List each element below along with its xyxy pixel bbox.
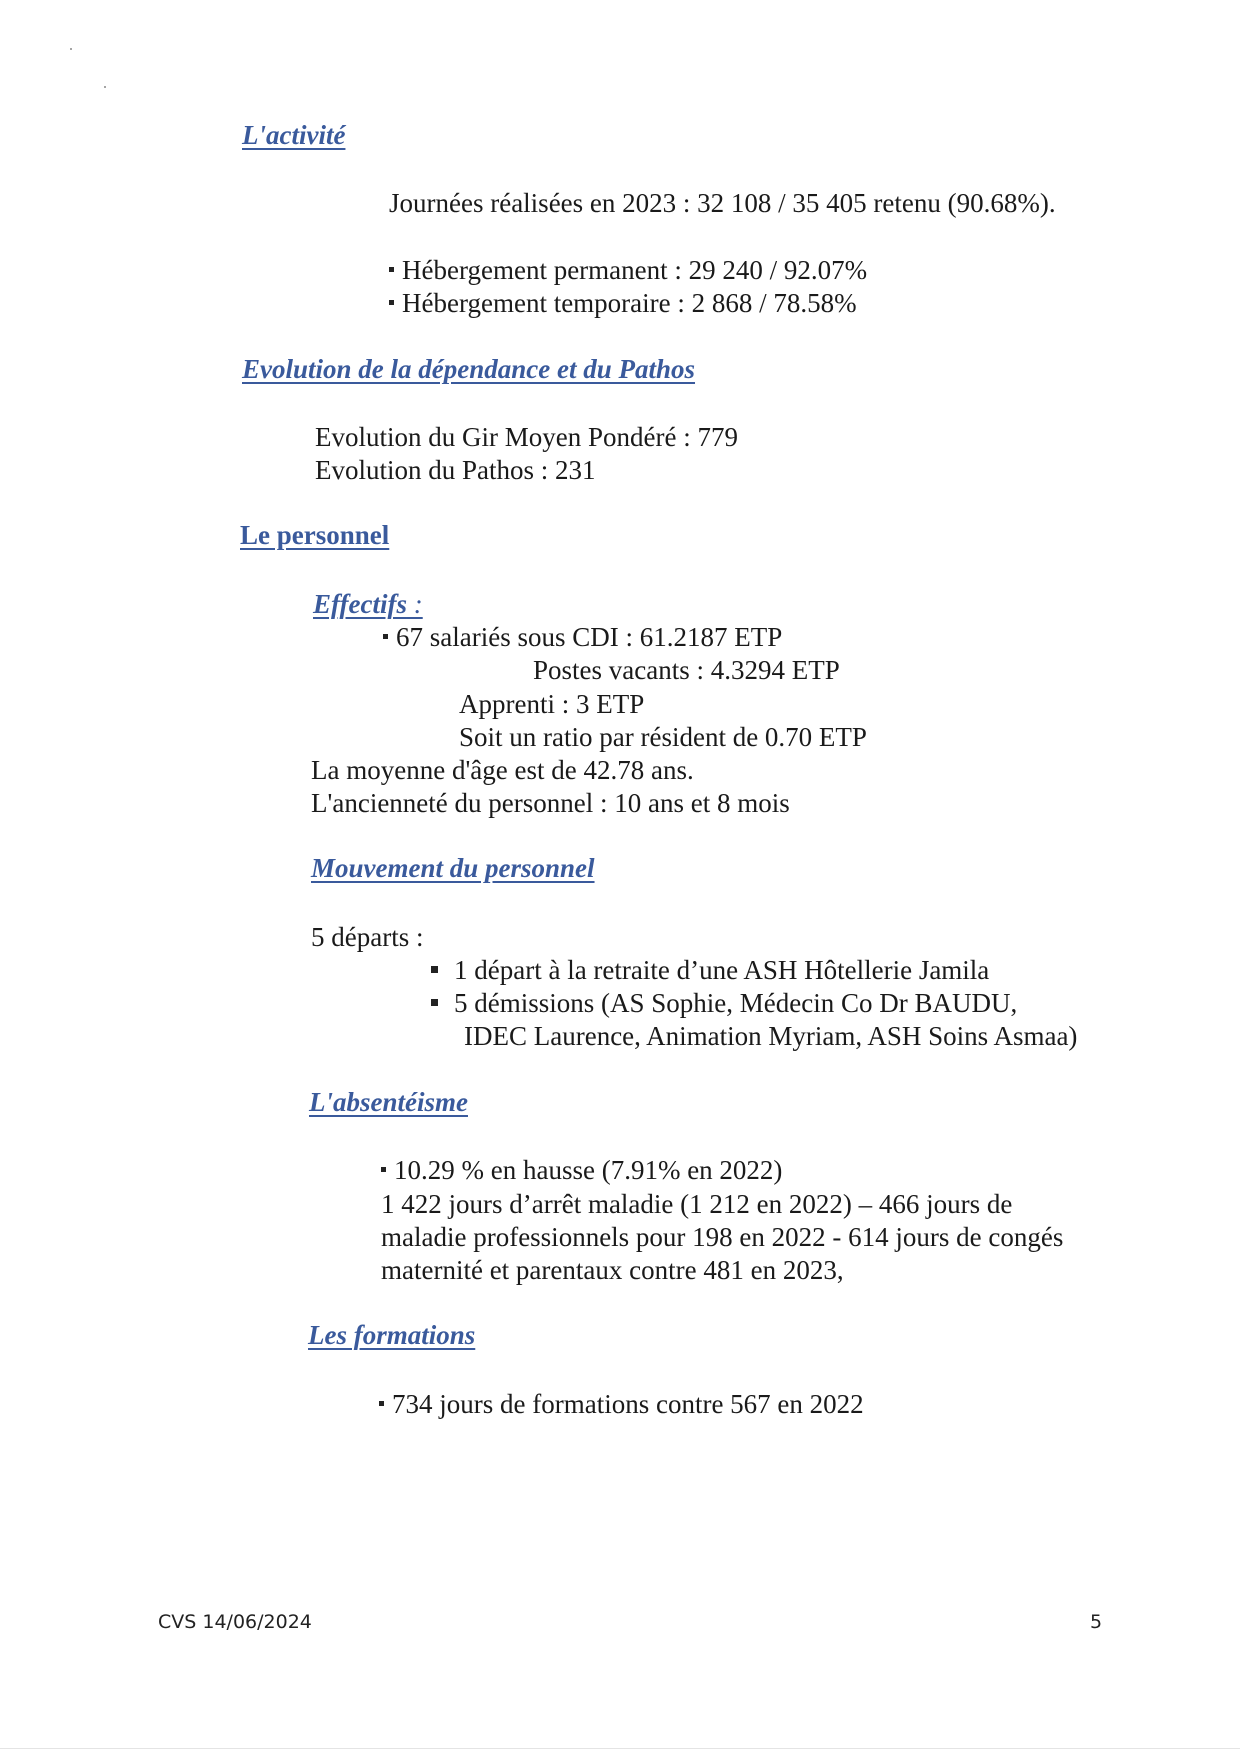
apprenti: Apprenti : 3 ETP [459,689,645,719]
ratio-resident: Soit un ratio par résident de 0.70 ETP [459,722,867,752]
departs-count: 5 départs : [311,922,424,952]
heading-formations: Les formations [308,1320,476,1350]
bullet-icon [431,966,438,973]
heading-dependance: Evolution de la dépendance et du Pathos [242,354,696,384]
bullet-icon [379,1401,384,1406]
moyenne-age: La moyenne d'âge est de 42.78 ans. [311,755,694,785]
page-number: 5 [1090,1611,1103,1633]
journees-realisees: Journées réalisées en 2023 : 32 108 / 35 405 retenu (90.68%). [389,188,1056,218]
gir-moyen-pondere: Evolution du Gir Moyen Pondéré : 779 [315,422,738,452]
postes-vacants: Postes vacants : 4.3294 ETP [533,655,840,685]
effectif-cdi: 67 salariés sous CDI : 61.2187 ETP [383,620,782,654]
bullet-icon [431,999,438,1006]
heading-personnel: Le personnel [240,520,390,550]
heading-mouvement: Mouvement du personnel [311,853,595,883]
list-item-depart-retraite: 1 départ à la retraite d’une ASH Hôtellerie Jamila [431,953,989,987]
formations-jours: 734 jours de formations contre 567 en 2022 [379,1387,864,1421]
list-item-demissions: 5 démissions (AS Sophie, Médecin Co Dr BAUDU, [431,986,1017,1020]
absenteisme-detail-line2: maladie professionnels pour 198 en 2022 - 614 jours de congés [381,1222,1064,1252]
pathos-value: Evolution du Pathos : 231 [315,455,596,485]
scan-speck [70,48,72,50]
absenteisme-detail-line1: 1 422 jours d’arrêt maladie (1 212 en 2022) – 466 jours de [381,1189,1013,1219]
subheading-effectifs: Effectifs : [313,589,423,619]
bullet-icon [389,267,394,272]
anciennete: L'ancienneté du personnel : 10 ans et 8 mois [311,788,790,818]
heading-absenteisme: L'absentéisme [309,1087,468,1117]
heading-activite: L'activité [242,120,346,150]
list-item-hebergement-permanent: Hébergement permanent : 29 240 / 92.07% [389,253,867,287]
scan-edge-line [0,1748,1240,1749]
demissions-continued: IDEC Laurence, Animation Myriam, ASH Soins Asmaa) [464,1021,1078,1051]
footer-date: CVS 14/06/2024 [158,1611,312,1633]
bullet-icon [381,1167,386,1172]
bullet-icon [383,634,388,639]
bullet-icon [389,300,394,305]
scan-speck [104,86,106,88]
list-item-hebergement-temporaire: Hébergement temporaire : 2 868 / 78.58% [389,286,857,320]
taux-absenteisme: 10.29 % en hausse (7.91% en 2022) [381,1153,782,1187]
absenteisme-detail-line3: maternité et parentaux contre 481 en 2023, [381,1255,844,1285]
